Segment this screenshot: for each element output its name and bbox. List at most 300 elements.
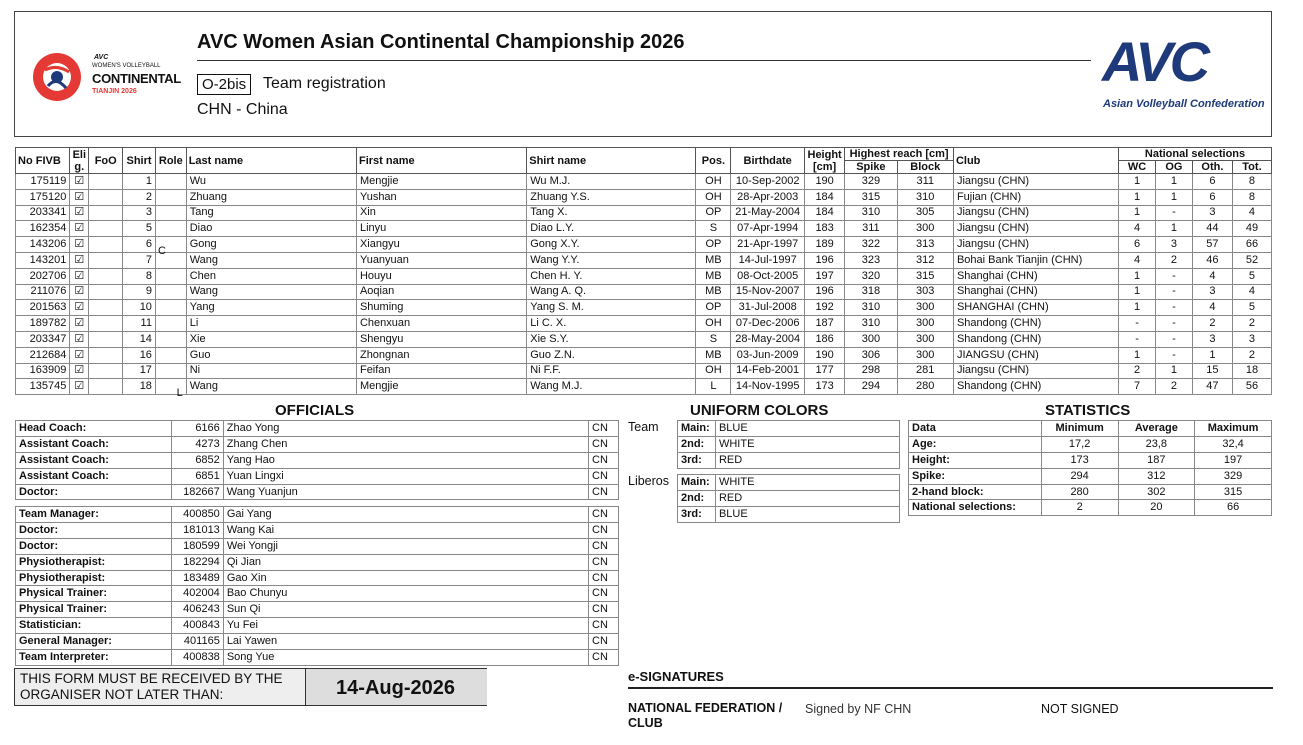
player-role bbox=[155, 363, 186, 379]
player-first-name: Shuming bbox=[356, 300, 526, 316]
player-first-name: Mengjie bbox=[356, 379, 526, 395]
eligible-checkbox-icon: ☑ bbox=[70, 189, 89, 205]
player-club: Shandong (CHN) bbox=[953, 331, 1118, 347]
uniform-color: BLUE bbox=[715, 421, 899, 437]
player-og: 2 bbox=[1155, 379, 1192, 395]
player-tot: 8 bbox=[1232, 189, 1271, 205]
player-role bbox=[155, 205, 186, 221]
player-oth: 6 bbox=[1192, 174, 1232, 190]
player-height: 196 bbox=[805, 252, 845, 268]
official-row bbox=[16, 602, 619, 618]
player-oth: 2 bbox=[1192, 316, 1232, 332]
player-last-name: Wang bbox=[186, 284, 356, 300]
col-birthdate: Birthdate bbox=[731, 148, 805, 174]
official-id: 183489 bbox=[171, 570, 223, 586]
official-row bbox=[16, 452, 619, 468]
player-club: Shanghai (CHN) bbox=[953, 268, 1118, 284]
official-id: 182294 bbox=[171, 554, 223, 570]
player-last-name: Tang bbox=[186, 205, 356, 221]
player-height: 183 bbox=[805, 221, 845, 237]
player-block: 310 bbox=[897, 189, 953, 205]
official-id: 401165 bbox=[171, 634, 223, 650]
player-block: 313 bbox=[897, 237, 953, 253]
official-id: 406243 bbox=[171, 602, 223, 618]
player-spike: 310 bbox=[845, 300, 897, 316]
official-id: 400838 bbox=[171, 650, 223, 666]
player-role bbox=[155, 347, 186, 363]
player-row bbox=[16, 205, 1272, 221]
player-first-name: Feifan bbox=[356, 363, 526, 379]
player-wc: 6 bbox=[1119, 237, 1156, 253]
player-first-name: Mengjie bbox=[356, 174, 526, 190]
uniform-label: 2nd: bbox=[678, 436, 716, 452]
official-name: Bao Chunyu bbox=[223, 586, 588, 602]
player-shirt: 8 bbox=[123, 268, 156, 284]
uniform-row bbox=[678, 506, 900, 522]
col-shirt-name: Shirt name bbox=[527, 148, 696, 174]
official-row bbox=[16, 421, 619, 437]
player-last-name: Diao bbox=[186, 221, 356, 237]
player-spike: 298 bbox=[845, 363, 897, 379]
player-fivb-no: 143201 bbox=[16, 252, 70, 268]
uniform-liberos-label: Liberos bbox=[628, 474, 669, 488]
player-last-name: Yang bbox=[186, 300, 356, 316]
event-logo bbox=[28, 46, 193, 108]
player-tot: 56 bbox=[1232, 379, 1271, 395]
player-og: - bbox=[1155, 284, 1192, 300]
uniform-row bbox=[678, 490, 900, 506]
player-foo bbox=[89, 363, 123, 379]
stats-row bbox=[909, 484, 1272, 500]
player-height: 184 bbox=[805, 205, 845, 221]
official-nationality: CN bbox=[589, 421, 619, 437]
player-position: OH bbox=[696, 316, 731, 332]
player-spike: 320 bbox=[845, 268, 897, 284]
official-id: 6851 bbox=[171, 468, 223, 484]
player-height: 186 bbox=[805, 331, 845, 347]
uniform-label: 3rd: bbox=[678, 452, 716, 468]
player-shirt-name: Tang X. bbox=[527, 205, 696, 221]
player-first-name: Shengyu bbox=[356, 331, 526, 347]
official-role: Physical Trainer: bbox=[16, 602, 172, 618]
player-shirt-name: Wang Y.Y. bbox=[527, 252, 696, 268]
player-position: OH bbox=[696, 363, 731, 379]
player-position: OP bbox=[696, 237, 731, 253]
player-oth: 44 bbox=[1192, 221, 1232, 237]
title-divider bbox=[197, 60, 1091, 61]
col-club: Club bbox=[953, 148, 1118, 174]
player-last-name: Xie bbox=[186, 331, 356, 347]
player-tot: 2 bbox=[1232, 347, 1271, 363]
deadline-date: 14-Aug-2026 bbox=[336, 677, 455, 699]
official-id: 400850 bbox=[171, 507, 223, 523]
player-foo bbox=[89, 331, 123, 347]
player-first-name: Aoqian bbox=[356, 284, 526, 300]
player-shirt-name: Li C. X. bbox=[527, 316, 696, 332]
player-foo bbox=[89, 221, 123, 237]
player-tot: 5 bbox=[1232, 268, 1271, 284]
player-shirt: 14 bbox=[123, 331, 156, 347]
player-height: 192 bbox=[805, 300, 845, 316]
official-name: Song Yue bbox=[223, 650, 588, 666]
player-wc: 1 bbox=[1119, 268, 1156, 284]
official-row bbox=[16, 586, 619, 602]
stats-min: 2 bbox=[1041, 500, 1118, 516]
official-row bbox=[16, 484, 619, 500]
player-foo bbox=[89, 237, 123, 253]
official-nationality: CN bbox=[589, 554, 619, 570]
official-name: Zhao Yong bbox=[223, 421, 588, 437]
official-nationality: CN bbox=[589, 634, 619, 650]
stats-avg: 187 bbox=[1118, 452, 1195, 468]
player-shirt: 10 bbox=[123, 300, 156, 316]
official-id: 6166 bbox=[171, 421, 223, 437]
player-og: - bbox=[1155, 268, 1192, 284]
player-last-name: Zhuang bbox=[186, 189, 356, 205]
player-oth: 46 bbox=[1192, 252, 1232, 268]
player-role bbox=[155, 189, 186, 205]
stats-label: Age: bbox=[909, 436, 1042, 452]
player-last-name: Ni bbox=[186, 363, 356, 379]
player-club: Jiangsu (CHN) bbox=[953, 174, 1118, 190]
player-fivb-no: 203341 bbox=[16, 205, 70, 221]
player-first-name: Yushan bbox=[356, 189, 526, 205]
uniform-label: Main: bbox=[678, 421, 716, 437]
player-spike: 311 bbox=[845, 221, 897, 237]
official-nationality: CN bbox=[589, 436, 619, 452]
player-wc: 4 bbox=[1119, 252, 1156, 268]
official-role: Doctor: bbox=[16, 484, 172, 500]
player-role bbox=[155, 331, 186, 347]
col-height: Height [cm] bbox=[805, 148, 845, 174]
player-oth: 4 bbox=[1192, 268, 1232, 284]
player-oth: 57 bbox=[1192, 237, 1232, 253]
player-shirt-name: Wang M.J. bbox=[527, 379, 696, 395]
player-row bbox=[16, 363, 1272, 379]
player-birthdate: 03-Jun-2009 bbox=[731, 347, 805, 363]
player-fivb-no: 162354 bbox=[16, 221, 70, 237]
official-nationality: CN bbox=[589, 586, 619, 602]
player-oth: 15 bbox=[1192, 363, 1232, 379]
player-wc: 1 bbox=[1119, 174, 1156, 190]
player-tot: 2 bbox=[1232, 316, 1271, 332]
uniform-color: RED bbox=[715, 490, 899, 506]
uniform-label: Main: bbox=[678, 475, 716, 491]
player-row bbox=[16, 379, 1272, 395]
official-row bbox=[16, 634, 619, 650]
player-oth: 3 bbox=[1192, 205, 1232, 221]
stats-max: 329 bbox=[1195, 468, 1272, 484]
stats-row bbox=[909, 436, 1272, 452]
event-logo-line2: CONTINENTAL bbox=[92, 71, 181, 86]
col-no-fivb: No FIVB bbox=[16, 148, 70, 174]
official-id: 400843 bbox=[171, 618, 223, 634]
official-role: Physiotherapist: bbox=[16, 554, 172, 570]
player-og: 1 bbox=[1155, 221, 1192, 237]
player-tot: 5 bbox=[1232, 300, 1271, 316]
player-og: - bbox=[1155, 316, 1192, 332]
player-block: 300 bbox=[897, 331, 953, 347]
player-wc: 1 bbox=[1119, 205, 1156, 221]
player-tot: 66 bbox=[1232, 237, 1271, 253]
player-fivb-no: 143206 bbox=[16, 237, 70, 253]
uniform-label: 2nd: bbox=[678, 490, 716, 506]
uniform-team-label: Team bbox=[628, 420, 659, 434]
official-row bbox=[16, 570, 619, 586]
player-club: JIANGSU (CHN) bbox=[953, 347, 1118, 363]
official-row bbox=[16, 650, 619, 666]
player-wc: - bbox=[1119, 331, 1156, 347]
player-position: L bbox=[696, 379, 731, 395]
player-block: 315 bbox=[897, 268, 953, 284]
eligible-checkbox-icon: ☑ bbox=[70, 268, 89, 284]
player-first-name: Yuanyuan bbox=[356, 252, 526, 268]
player-birthdate: 10-Sep-2002 bbox=[731, 174, 805, 190]
eligible-checkbox-icon: ☑ bbox=[70, 363, 89, 379]
official-name: Yu Fei bbox=[223, 618, 588, 634]
official-name: Yuan Lingxi bbox=[223, 468, 588, 484]
player-wc: 4 bbox=[1119, 221, 1156, 237]
player-oth: 3 bbox=[1192, 331, 1232, 347]
official-role: Team Manager: bbox=[16, 507, 172, 523]
col-shirt: Shirt bbox=[123, 148, 156, 174]
player-shirt: 3 bbox=[123, 205, 156, 221]
player-oth: 6 bbox=[1192, 189, 1232, 205]
official-name: Qi Jian bbox=[223, 554, 588, 570]
stats-avg: 312 bbox=[1118, 468, 1195, 484]
signed-by-text: Signed by NF CHN bbox=[805, 702, 912, 716]
player-block: 303 bbox=[897, 284, 953, 300]
official-nationality: CN bbox=[589, 522, 619, 538]
player-club: Shanghai (CHN) bbox=[953, 284, 1118, 300]
player-tot: 8 bbox=[1232, 174, 1271, 190]
player-foo bbox=[89, 252, 123, 268]
col-first-name: First name bbox=[356, 148, 526, 174]
official-role: Doctor: bbox=[16, 522, 172, 538]
player-wc: 1 bbox=[1119, 300, 1156, 316]
uniform-color: RED bbox=[715, 452, 899, 468]
player-og: 1 bbox=[1155, 174, 1192, 190]
player-foo bbox=[89, 316, 123, 332]
official-row bbox=[16, 436, 619, 452]
player-role-captain: C bbox=[157, 244, 166, 257]
player-og: 3 bbox=[1155, 237, 1192, 253]
player-height: 177 bbox=[805, 363, 845, 379]
player-role bbox=[155, 221, 186, 237]
player-role bbox=[155, 300, 186, 316]
player-birthdate: 15-Nov-2007 bbox=[731, 284, 805, 300]
stats-row bbox=[909, 452, 1272, 468]
player-role-libero: L bbox=[176, 386, 183, 399]
player-birthdate: 08-Oct-2005 bbox=[731, 268, 805, 284]
player-height: 197 bbox=[805, 268, 845, 284]
player-tot: 4 bbox=[1232, 284, 1271, 300]
uniform-title: UNIFORM COLORS bbox=[690, 402, 829, 419]
player-block: 305 bbox=[897, 205, 953, 221]
official-row bbox=[16, 538, 619, 554]
official-role: Physiotherapist: bbox=[16, 570, 172, 586]
stats-row bbox=[909, 468, 1272, 484]
player-wc: 2 bbox=[1119, 363, 1156, 379]
col-pos: Pos. bbox=[696, 148, 731, 174]
player-club: Shandong (CHN) bbox=[953, 316, 1118, 332]
player-club: Jiangsu (CHN) bbox=[953, 237, 1118, 253]
player-role bbox=[155, 268, 186, 284]
player-fivb-no: 201563 bbox=[16, 300, 70, 316]
event-logo-line1: WOMEN'S VOLLEYBALL bbox=[92, 63, 161, 69]
signature-status: NOT SIGNED bbox=[1041, 702, 1119, 716]
eligible-checkbox-icon: ☑ bbox=[70, 331, 89, 347]
player-block: 281 bbox=[897, 363, 953, 379]
player-og: - bbox=[1155, 331, 1192, 347]
avc-logo-caption: Asian Volleyball Confederation bbox=[1103, 98, 1265, 110]
player-position: OP bbox=[696, 300, 731, 316]
player-oth: 47 bbox=[1192, 379, 1232, 395]
player-birthdate: 14-Feb-2001 bbox=[731, 363, 805, 379]
player-shirt: 18 bbox=[123, 379, 156, 395]
player-shirt-name: Chen H. Y. bbox=[527, 268, 696, 284]
col-national-selections: National selections bbox=[1119, 148, 1272, 161]
stats-max: 66 bbox=[1195, 500, 1272, 516]
player-club: SHANGHAI (CHN) bbox=[953, 300, 1118, 316]
player-block: 300 bbox=[897, 316, 953, 332]
official-name: Yang Hao bbox=[223, 452, 588, 468]
player-fivb-no: 163909 bbox=[16, 363, 70, 379]
official-id: 402004 bbox=[171, 586, 223, 602]
player-first-name: Linyu bbox=[356, 221, 526, 237]
stats-row bbox=[909, 500, 1272, 516]
player-position: S bbox=[696, 331, 731, 347]
official-id: 180599 bbox=[171, 538, 223, 554]
form-title: Team registration bbox=[263, 75, 386, 92]
player-block: 280 bbox=[897, 379, 953, 395]
stats-label: 2-hand block: bbox=[909, 484, 1042, 500]
col-og: OG bbox=[1155, 161, 1192, 174]
official-id: 181013 bbox=[171, 522, 223, 538]
player-fivb-no: 211076 bbox=[16, 284, 70, 300]
stats-min: 173 bbox=[1041, 452, 1118, 468]
player-spike: 329 bbox=[845, 174, 897, 190]
player-foo bbox=[89, 284, 123, 300]
statistics-title: STATISTICS bbox=[1045, 402, 1131, 419]
player-tot: 3 bbox=[1232, 331, 1271, 347]
player-role bbox=[155, 252, 186, 268]
player-fivb-no: 212684 bbox=[16, 347, 70, 363]
stats-min: 17,2 bbox=[1041, 436, 1118, 452]
uniform-liberos-table bbox=[677, 474, 900, 523]
official-role: Doctor: bbox=[16, 538, 172, 554]
player-row bbox=[16, 331, 1272, 347]
uniform-label: 3rd: bbox=[678, 506, 716, 522]
player-role bbox=[155, 174, 186, 190]
player-first-name: Xin bbox=[356, 205, 526, 221]
official-nationality: CN bbox=[589, 538, 619, 554]
player-og: - bbox=[1155, 205, 1192, 221]
player-club: Jiangsu (CHN) bbox=[953, 363, 1118, 379]
col-spike: Spike bbox=[845, 161, 897, 174]
official-name: Wang Yuanjun bbox=[223, 484, 588, 500]
uniform-row bbox=[678, 452, 900, 468]
official-name: Gai Yang bbox=[223, 507, 588, 523]
player-first-name: Chenxuan bbox=[356, 316, 526, 332]
official-name: Wang Kai bbox=[223, 522, 588, 538]
col-elig: Eli g. bbox=[70, 148, 89, 174]
team-name: CHN - China bbox=[197, 101, 288, 118]
stats-label: National selections: bbox=[909, 500, 1042, 516]
col-foo: FoO bbox=[89, 148, 123, 174]
stats-label: Height: bbox=[909, 452, 1042, 468]
official-nationality: CN bbox=[589, 507, 619, 523]
player-tot: 18 bbox=[1232, 363, 1271, 379]
player-spike: 318 bbox=[845, 284, 897, 300]
player-shirt: 1 bbox=[123, 174, 156, 190]
official-role: General Manager: bbox=[16, 634, 172, 650]
official-row bbox=[16, 522, 619, 538]
official-role: Physical Trainer: bbox=[16, 586, 172, 602]
player-wc: 1 bbox=[1119, 189, 1156, 205]
player-fivb-no: 202706 bbox=[16, 268, 70, 284]
official-nationality: CN bbox=[589, 602, 619, 618]
player-role bbox=[155, 284, 186, 300]
col-oth: Oth. bbox=[1192, 161, 1232, 174]
statistics-table bbox=[908, 420, 1272, 516]
player-position: MB bbox=[696, 284, 731, 300]
official-nationality: CN bbox=[589, 452, 619, 468]
stats-avg: 302 bbox=[1118, 484, 1195, 500]
stats-min: 294 bbox=[1041, 468, 1118, 484]
roster-body bbox=[16, 174, 1272, 399]
player-position: MB bbox=[696, 252, 731, 268]
player-row bbox=[16, 316, 1272, 332]
player-fivb-no: 203347 bbox=[16, 331, 70, 347]
player-row bbox=[16, 284, 1272, 300]
eligible-checkbox-icon: ☑ bbox=[70, 316, 89, 332]
player-wc: 1 bbox=[1119, 347, 1156, 363]
player-height: 184 bbox=[805, 189, 845, 205]
stats-avg: 23,8 bbox=[1118, 436, 1195, 452]
player-birthdate: 28-May-2004 bbox=[731, 331, 805, 347]
col-highest-reach: Highest reach [cm] bbox=[845, 148, 954, 161]
player-foo bbox=[89, 347, 123, 363]
player-position: MB bbox=[696, 347, 731, 363]
player-first-name: Houyu bbox=[356, 268, 526, 284]
official-role: Assistant Coach: bbox=[16, 468, 172, 484]
player-height: 190 bbox=[805, 174, 845, 190]
player-fivb-no: 175119 bbox=[16, 174, 70, 190]
stats-header-data: Data bbox=[909, 421, 1042, 437]
player-first-name: Zhongnan bbox=[356, 347, 526, 363]
player-club: Jiangsu (CHN) bbox=[953, 221, 1118, 237]
eligible-checkbox-icon: ☑ bbox=[70, 379, 89, 395]
player-spike: 306 bbox=[845, 347, 897, 363]
player-shirt-name: Yang S. M. bbox=[527, 300, 696, 316]
event-logo-line3: TIANJIN 2026 bbox=[92, 88, 137, 95]
player-tot: 52 bbox=[1232, 252, 1271, 268]
player-wc: 7 bbox=[1119, 379, 1156, 395]
player-position: OH bbox=[696, 189, 731, 205]
uniform-row bbox=[678, 436, 900, 452]
player-row bbox=[16, 252, 1272, 268]
player-last-name: Wang bbox=[186, 379, 356, 395]
official-row bbox=[16, 468, 619, 484]
player-spike: 322 bbox=[845, 237, 897, 253]
player-shirt: 9 bbox=[123, 284, 156, 300]
player-shirt: 7 bbox=[123, 252, 156, 268]
roster-table bbox=[15, 147, 1272, 399]
stats-avg: 20 bbox=[1118, 500, 1195, 516]
uniform-team-table bbox=[677, 420, 900, 469]
avc-logo bbox=[1100, 30, 1265, 114]
